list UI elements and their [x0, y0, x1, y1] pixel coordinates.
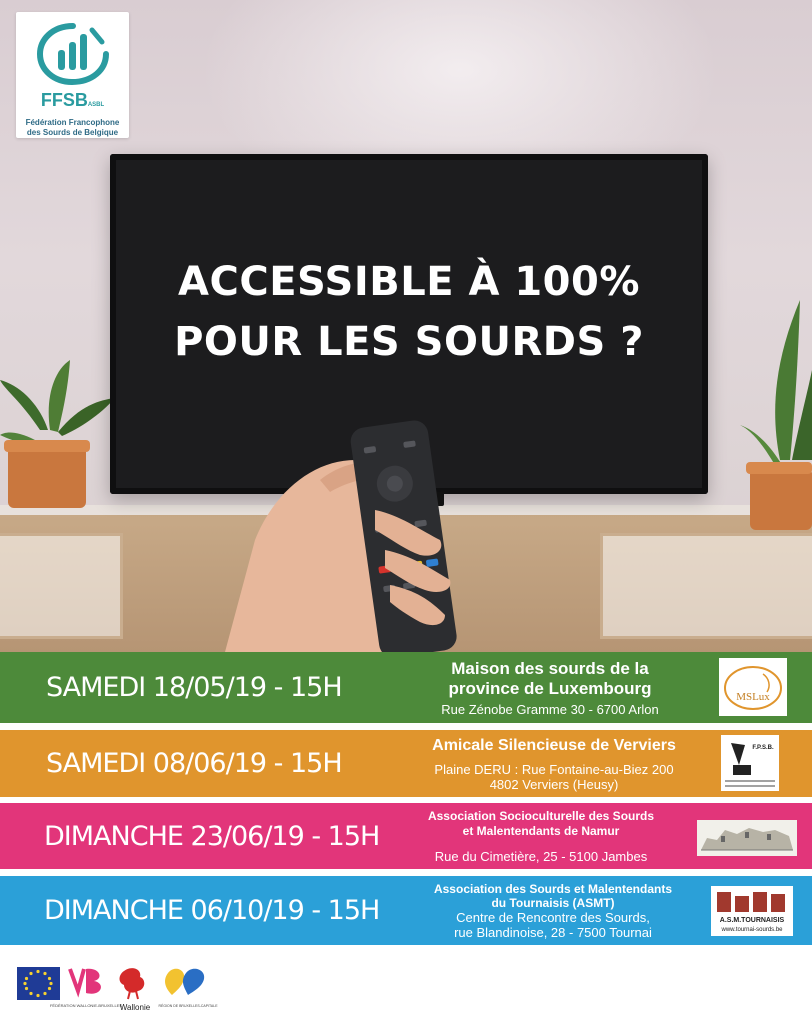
event-organization: Association des Sourds et Malentendants [433, 881, 673, 896]
sponsor-logos [0, 955, 812, 1024]
assn-namur-logo [697, 820, 797, 856]
mslux-logo-icon [719, 658, 787, 716]
headline [110, 252, 708, 372]
federation-wallonie-bruxelles-logo [50, 969, 122, 1008]
logo-subtitle-line: Fédération Francophone [25, 118, 120, 127]
asv-logo-icon [721, 735, 779, 791]
mslux-logo [719, 658, 787, 716]
event-info [398, 876, 708, 945]
event-info [396, 730, 712, 797]
event-band [0, 652, 812, 723]
logo-asbl: ASBL [87, 102, 105, 108]
event-date: SAMEDI 08/06/19 - 15H [46, 748, 342, 779]
namur-building-icon [697, 820, 797, 856]
event-organization: et Malentendants de Namur [462, 823, 620, 838]
mslux-logo-text: MSLux [736, 691, 770, 703]
ffsb-logo-icon [36, 20, 110, 86]
event-address: Rue du Cimetière, 25 - 5100 Jambes [434, 848, 648, 864]
cabinet-door [600, 533, 812, 639]
event-info [396, 803, 686, 869]
event-address: Plaine DERU : Rue Fontaine-au-Biez 200 [434, 761, 674, 777]
event-organization: du Tournaisis (ASMT) [491, 895, 615, 910]
event-date: DIMANCHE 23/06/19 - 15H [44, 820, 380, 852]
sponsor-logos-graphic [0, 955, 812, 1024]
event-organization: province de Luxembourg [448, 678, 652, 698]
event-organization: Maison des sourds de la [451, 658, 649, 678]
event-band [0, 876, 812, 945]
event-address: Rue Zénobe Gramme 30 - 6700 Arlon [441, 701, 659, 717]
asmt-logo-text: A.S.M.TOURNAISIS [719, 917, 785, 924]
brussels-logo-text: RÉGION DE BRUXELLES-CAPITALE [158, 1004, 218, 1008]
hand-with-remote [225, 420, 555, 652]
cabinet-door [0, 533, 123, 639]
logo-subtitle-line: des Sourds de Belgique [26, 128, 119, 137]
asmt-logo [711, 886, 793, 936]
brussels-region-logo [158, 969, 218, 1008]
headline-line-1: ACCESSIBLE À 100% [178, 259, 640, 305]
ffsb-logo [16, 12, 129, 138]
event-band [0, 730, 812, 797]
event-organization: Association Socioculturelle des Sourds [427, 808, 655, 823]
headline-line-2: POUR LES SOURDS ? [174, 319, 644, 365]
event-address: 4802 Verviers (Heusy) [489, 776, 619, 792]
fwb-logo-text: FÉDÉRATION WALLONIE-BRUXELLES [49, 1003, 123, 1008]
asmt-logo-icon [711, 886, 793, 936]
potted-plant-left [0, 360, 120, 520]
logo-name: FFSBASBL [40, 90, 105, 110]
asv-logo [721, 735, 779, 791]
event-band [0, 803, 812, 869]
asv-logo-text: F.P.S.B. [752, 745, 774, 751]
event-address: Centre de Rencontre des Sourds, [456, 909, 650, 925]
asmt-logo-url: www.tournai-sourds.be [721, 927, 783, 933]
event-organization: Amicale Silencieuse de Verviers [432, 736, 676, 754]
event-address: rue Blandinoise, 28 - 7500 Tournai [454, 924, 652, 940]
wallonie-rooster-logo [120, 968, 151, 1012]
eu-flag-icon [17, 967, 60, 1000]
wallonie-logo-text: Wallonie [119, 1003, 151, 1012]
event-info [400, 652, 700, 723]
logo-subtitle [20, 118, 125, 138]
event-date: DIMANCHE 06/10/19 - 15H [44, 895, 380, 926]
event-date: SAMEDI 18/05/19 - 15H [46, 672, 342, 703]
potted-plant-right [740, 300, 812, 530]
